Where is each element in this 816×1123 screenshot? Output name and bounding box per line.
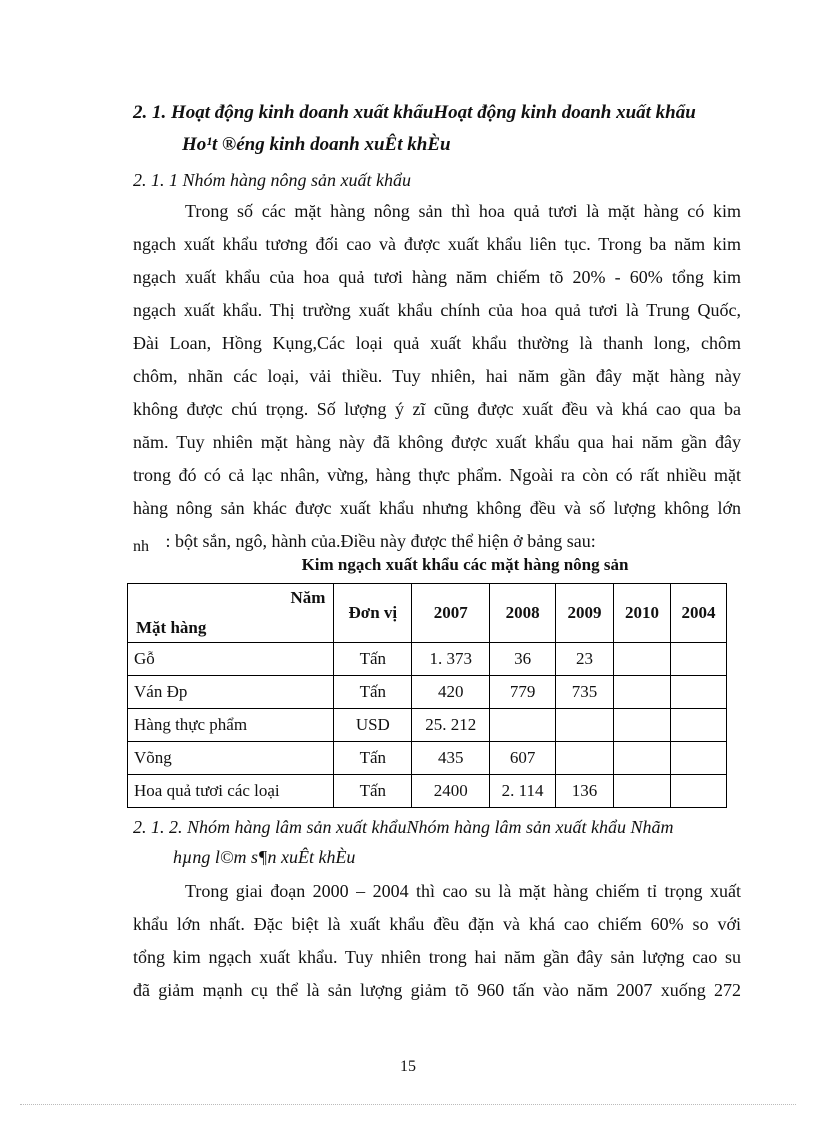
table-corner-cell — [128, 584, 334, 643]
paragraph-line: ngạch xuất khẩu tương đối cao và được xuất khẩu liên tục. Trong ba năm kim — [133, 234, 741, 254]
value-cell — [614, 676, 671, 709]
table-caption: Kim ngạch xuất khẩu các mặt hàng nông sản — [301, 555, 629, 574]
paragraph-line: không được chú trọng. Số lượng ý zĩ cũng được xuất đều và khá cao qua ba — [133, 399, 741, 419]
value-cell: 735 — [556, 676, 614, 709]
table-header-row — [128, 584, 727, 643]
paragraph-line: đã giảm mạnh cụ thể là sản lượng giảm tõ 960 tấn vào năm 2007 xuống 272 — [133, 980, 741, 1000]
unit-cell: USD — [334, 709, 412, 742]
unit-header: Đơn vị — [334, 584, 412, 643]
page-number: 15 — [400, 1058, 416, 1075]
value-cell — [670, 643, 726, 676]
item-cell: Hàng thực phẩm — [128, 709, 334, 742]
heading-line-2: Ho¹t ®éng kinh doanh xuÊt khÈu — [182, 134, 451, 155]
value-cell: 23 — [556, 643, 614, 676]
value-cell: 779 — [490, 676, 556, 709]
paragraph-line: : bột sắn, ngô, hành của.Điều này được thể hiện ở bảng sau: — [165, 531, 596, 551]
value-cell: 607 — [490, 742, 556, 775]
paragraph-line: năm. Tuy nhiên mặt hàng này đã không được xuất khẩu qua hai năm gần đây — [133, 432, 741, 452]
value-cell — [670, 676, 726, 709]
unit-cell: Tấn — [334, 775, 412, 808]
section-heading-2-1 — [133, 97, 743, 161]
paragraph-line: tổng kim ngạch xuất khẩu. Tuy nhiên trong hai năm gần đây sản lượng cao su — [133, 947, 741, 967]
paragraph-fragment: nh — [133, 538, 149, 555]
heading-line-1: 2. 1. 2. Nhóm hàng lâm sản xuất khẩuNhóm hàng lâm sản xuất khẩu Nhãm — [133, 817, 674, 837]
paragraph-line: Trong giai đoạn 2000 – 2004 thì cao su là mặt hàng chiếm tỉ trọng xuất — [185, 881, 741, 901]
heading-line-1: 2. 1. Hoạt động kinh doanh xuất khẩuHoạt động kinh doanh xuất khẩu — [133, 102, 696, 123]
item-cell: Gỗ — [128, 643, 334, 676]
value-cell — [556, 742, 614, 775]
paragraph-line: chôm, nhãn các loại, vải thiều. Tuy nhiên, hai năm gần đây mặt hàng này — [133, 366, 741, 386]
value-cell — [614, 775, 671, 808]
subsection-heading-2-1-1: 2. 1. 1 Nhóm hàng nông sản xuất khẩu — [133, 170, 411, 190]
paragraph-line: trong đó có cả lạc nhân, vừng, hàng thực phẩm. Ngoài ra còn có rất nhiều mặt — [133, 465, 741, 485]
value-cell — [556, 709, 614, 742]
value-cell: 2. 114 — [490, 775, 556, 808]
item-cell: Hoa quả tươi các loại — [128, 775, 334, 808]
year-header: 2009 — [556, 584, 614, 643]
item-cell: Ván Đp — [128, 676, 334, 709]
paragraph-agricultural — [133, 195, 741, 559]
value-cell — [670, 709, 726, 742]
unit-cell: Tấn — [334, 643, 412, 676]
unit-cell: Tấn — [334, 676, 412, 709]
value-cell — [670, 775, 726, 808]
corner-item-label: Mặt hàng — [136, 618, 207, 637]
table-row — [128, 775, 727, 808]
corner-year-label: Năm — [290, 588, 326, 607]
value-cell: 420 — [412, 676, 490, 709]
paragraph-line: khẩu lớn nhất. Đặc biệt là xuất khẩu đều đặn và khá cao chiếm 60% so với — [133, 914, 741, 934]
paragraph-line: ngạch xuất khẩu. Thị trường xuất khẩu chính của hoa quả tươi là Trung Quốc, — [133, 300, 741, 320]
value-cell: 36 — [490, 643, 556, 676]
paragraph-forestry — [133, 875, 741, 1007]
year-header: 2010 — [614, 584, 671, 643]
value-cell — [614, 742, 671, 775]
item-cell: Võng — [128, 742, 334, 775]
value-cell: 435 — [412, 742, 490, 775]
value-cell: 25. 212 — [412, 709, 490, 742]
year-header: 2004 — [670, 584, 726, 643]
year-header: 2007 — [412, 584, 490, 643]
export-table — [127, 583, 727, 808]
page-bottom-divider — [20, 1104, 796, 1105]
paragraph-line: hàng nông sản khác được xuất khẩu nhưng không đều và số lượng không lớn — [133, 498, 741, 518]
subsection-heading-2-1-2 — [133, 812, 743, 872]
table-row — [128, 709, 727, 742]
value-cell — [614, 643, 671, 676]
value-cell — [614, 709, 671, 742]
value-cell — [490, 709, 556, 742]
table-row — [128, 742, 727, 775]
value-cell: 136 — [556, 775, 614, 808]
paragraph-line: ngạch xuất khẩu của hoa quả tươi hàng năm chiếm tõ 20% - 60% tổng kim — [133, 267, 741, 287]
paragraph-line: Đài Loan, Hồng Kụng,Các loại quả xuất khẩu thường là thanh long, chôm — [133, 333, 741, 353]
year-header: 2008 — [490, 584, 556, 643]
value-cell — [670, 742, 726, 775]
table-row — [128, 676, 727, 709]
value-cell: 1. 373 — [412, 643, 490, 676]
unit-cell: Tấn — [334, 742, 412, 775]
paragraph-line: Trong số các mặt hàng nông sản thì hoa quả tươi là mặt hàng có kim — [185, 201, 741, 221]
heading-line-2: hµng l©m s¶n xuÊt khÈu — [173, 847, 356, 867]
value-cell: 2400 — [412, 775, 490, 808]
table-row — [128, 643, 727, 676]
